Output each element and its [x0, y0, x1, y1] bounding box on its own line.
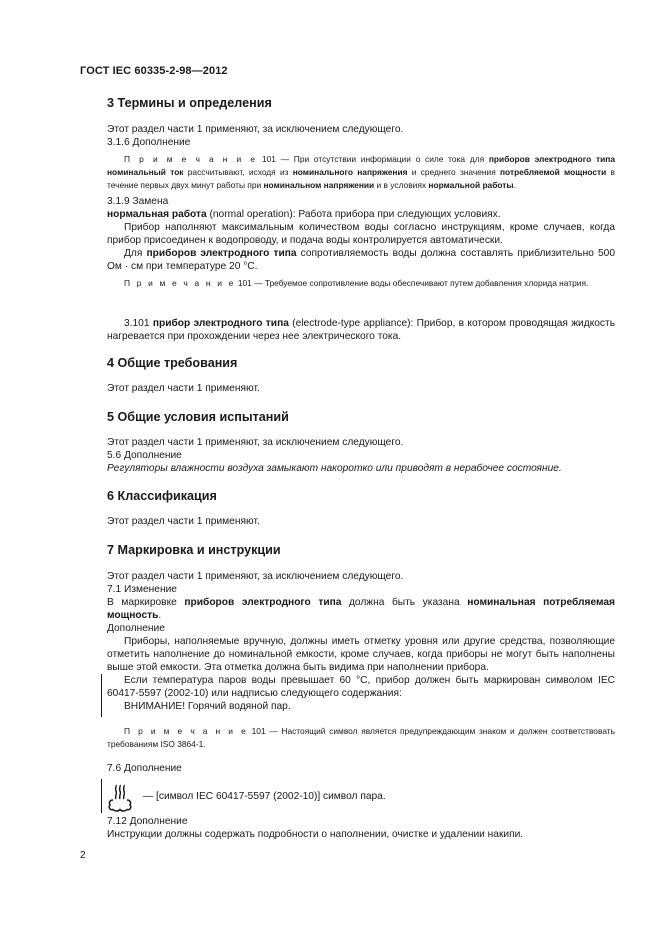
note-label: П р и м е ч а н и е — [124, 154, 258, 164]
section-7-title: 7 Маркировка и инструкции — [107, 543, 281, 557]
fill-condition: Прибор наполняют максимальным количеством воды согласно инструкциям, кроме случаев, когда прибор присоединен к водопроводу, и подача воды контролируется автоматически. — [107, 222, 615, 246]
section-3-title: 3 Термины и определения — [107, 96, 272, 110]
clause-7-12: 7.12 Дополнение — [107, 816, 188, 827]
addition-label: Дополнение — [107, 623, 165, 634]
temperature-marking: Если температура паров воды превышает 60 °С, прибор должен быть маркирован символом IEC 60417-5597 (2002-10) или надписью следующего содержания: — [107, 675, 615, 699]
warning-text: ВНИМАНИЕ! Горячий водяной пар. — [124, 701, 291, 712]
steam-symbol-icon — [106, 784, 134, 812]
clause-5-6: 5.6 Дополнение — [107, 450, 182, 461]
section-4-title: 4 Общие требования — [107, 356, 238, 370]
section-7-intro: Этот раздел части 1 применяют, за исключением следующего. — [107, 571, 404, 582]
section-6-title: 6 Классификация — [107, 489, 217, 503]
document-header: ГОСТ IEC 60335-2-98—2012 — [80, 65, 228, 77]
change-bar — [101, 674, 102, 717]
section-4-text: Этот раздел части 1 применяют. — [107, 383, 260, 394]
section-3-intro: Этот раздел части 1 применяют, за исключением следующего. — [107, 124, 404, 135]
clause-3-1-6: 3.1.6 Дополнение — [107, 137, 191, 148]
clause-3-101: 3.101 прибор электродного типа (electrode-type appliance): Прибор, в котором проводящая жидкость нагревается при прохождении через нее электрического тока. — [107, 318, 616, 342]
change-bar-symbol — [101, 779, 102, 813]
note-3-1-9: П р и м е ч а н и е 101 — Требуемое сопротивление воды обеспечивают путем добавления хлорида натрия. — [124, 278, 589, 288]
definition-normal-operation: нормальная работа (normal operation): Работа прибора при следующих условиях. — [107, 209, 501, 220]
clause-3-1-9: 3.1.9 Замена — [107, 196, 169, 207]
clause-5-6-text: Регуляторы влажности воздуха замыкают накоротко или приводят в нерабочее состояние. — [107, 463, 562, 474]
instructions-text: Инструкции должны содержать подробности о наполнении, очистке и удалении накипи. — [107, 829, 524, 840]
section-5-intro: Этот раздел части 1 применяют, за исключением следующего. — [107, 437, 404, 448]
manual-fill-text: Приборы, наполняемые вручную, должны иметь отметку уровня или другие средства, позволяющие отметить наполнение до номинальной емкости, кроме случаев, когда приборы не могут быть наполнены выше этой емкости. Эта отметка должна быть видима при наполнении прибора. — [107, 636, 615, 673]
marking-requirement: В маркировке приборов электродного типа должна быть указана номинальная потребляемая мощность. — [107, 597, 615, 621]
clause-7-6: 7.6 Дополнение — [107, 763, 182, 774]
section-6-text: Этот раздел части 1 применяют. — [107, 516, 260, 527]
section-5-title: 5 Общие условия испытаний — [107, 410, 289, 424]
note-3-1-6: П р и м е ч а н и е 101 — При отсутствии информации о силе тока для приборов электродного типа номинальный ток рассчитывают, исходя из номинального напряжения и среднего значения потребляемой мощности в течение первых двух минут работы при номинальном напряжении и в условиях нормальной работы. — [107, 154, 615, 190]
page-number: 2 — [80, 850, 86, 861]
clause-7-1: 7.1 Изменение — [107, 584, 177, 595]
steam-symbol-caption: — [символ IEC 60417-5597 (2002-10)] символ пара. — [143, 791, 386, 802]
resistance-requirement: Для приборов электродного типа сопротивляемость воды должна составлять приблизительно 500 Ом · см при температуре 20 °С. — [107, 248, 615, 272]
note-7-1: П р и м е ч а н и е 101 — Настоящий символ является предупреждающим знаком и должен соответствовать требованиям ISO 3864-1. — [107, 726, 615, 749]
